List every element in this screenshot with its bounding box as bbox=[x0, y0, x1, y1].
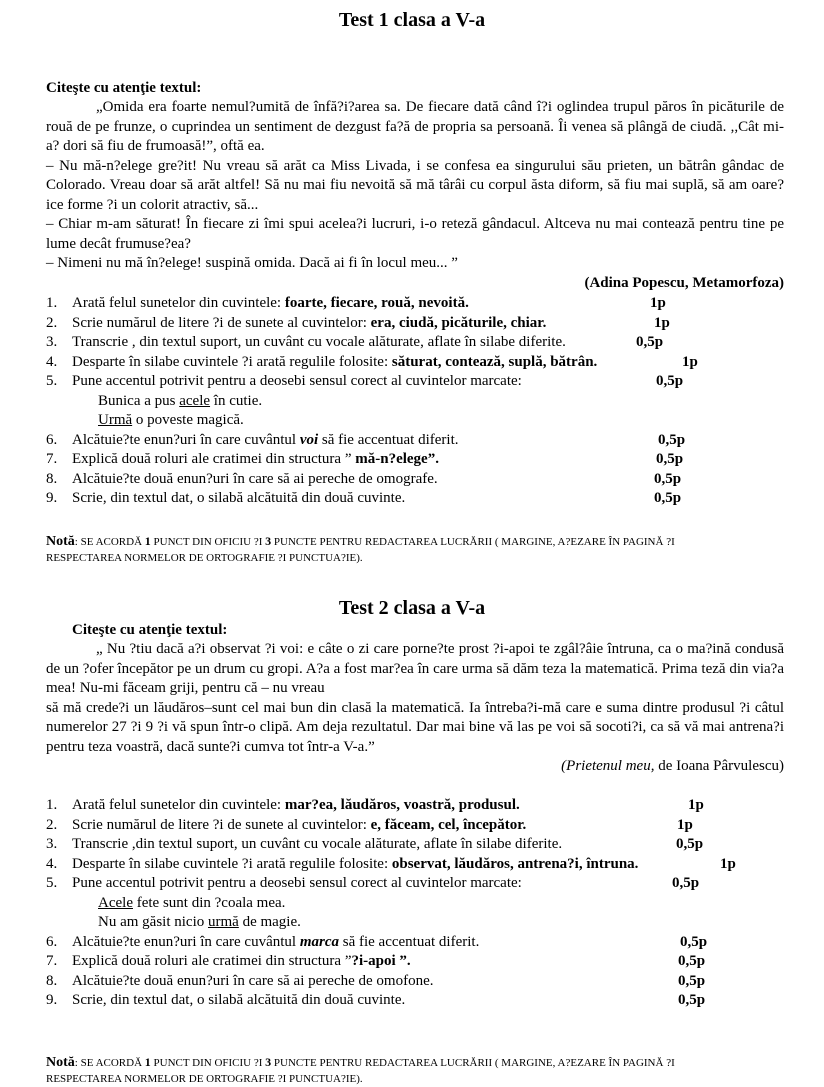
question-points: 1p bbox=[677, 816, 693, 833]
marked-word: Urmă bbox=[98, 412, 133, 428]
test1-question-6: 6. Alcătuie?te enun?uri în care cuvântul voi să fie accentuat diferit. 0,5p bbox=[46, 431, 786, 451]
test1-paragraph: – Nu mă-n?elege gre?it! Nu vreau să arăt ca Miss Livada, i se confesa ea singurului său prieten, un bătrân gândac de Colorado. Vreau doar să arăt altfel! Să nu mai fiu nevoită să mă târâi cu corpul ăsta diform, să fiu mai suplă, să am oare?ice forme ?i un colorit atractiv, să... bbox=[46, 157, 784, 213]
test1-paragraph: „Omida era foarte nemul?umită de înfă?i?area sa. De fiecare dată când î?i oglindea trupul păros în picăturile de rouă de pe frunze, o cuprindea un sentiment de dezgust fa?ă de propria sa persoană. Îi venea să plângă de ciudă. ,,Cât mi-a? dori să fiu de frumoasă!”, oftă ea. bbox=[46, 99, 784, 154]
question-points: 1p bbox=[654, 314, 670, 331]
test2-reading-heading: Citeşte cu atenţie textul: bbox=[72, 622, 228, 638]
question-points: 0,5p bbox=[676, 836, 704, 852]
test2-question-1 bbox=[46, 796, 786, 816]
question-text: Scrie numărul de litere ?i de sunete al cuvintelor: bbox=[72, 816, 371, 833]
question-text: Arată felul sunetelor din cuvintele: bbox=[72, 797, 285, 813]
question-number: 2. bbox=[46, 314, 58, 331]
question-points: 0,5p bbox=[672, 875, 700, 891]
marked-word: acele bbox=[179, 392, 211, 409]
question-points: 0,5p bbox=[678, 953, 706, 969]
question-points: 0,5p bbox=[654, 470, 682, 487]
question-number: 7. bbox=[46, 953, 58, 969]
test2-attribution: (Prietenul meu, de Ioana Pârvulescu) bbox=[561, 758, 784, 774]
note-label: Notă bbox=[46, 534, 75, 549]
note-label: Notă bbox=[46, 1055, 75, 1070]
test1-question-3 bbox=[46, 333, 786, 353]
test2-question-5-example-1: Acele fete sunt din ?coala mea. bbox=[98, 894, 286, 911]
question-number: 8. bbox=[46, 470, 58, 487]
marked-word: Acele bbox=[98, 894, 133, 911]
question-text: Transcrie , din textul suport, un cuvânt cu vocale alăturate, aflate în silabe diferite. bbox=[72, 334, 566, 350]
test1-question-4 bbox=[46, 353, 786, 373]
question-points: 0,5p bbox=[680, 933, 708, 950]
question-text: Alcătuie?te enun?uri în care cuvântul bbox=[72, 933, 300, 950]
question-words: ?i-apoi ”. bbox=[351, 953, 411, 969]
test1-reading-text bbox=[46, 98, 784, 274]
question-number: 4. bbox=[46, 855, 58, 872]
question-points: 0,5p bbox=[656, 451, 684, 467]
test1-grading-note: Notă: SE ACORDĂ 1 PUNCT DIN OFICIU ?I 3 PUNCTE PENTRU REDACTAREA LUCRĂRII ( MARGINE, A?EZARE ÎN PAGINĂ ?I RESPECTAREA NORMELOR DE ORTOGRAFIE ?I PUNCTUA?IE). bbox=[46, 534, 675, 564]
question-number: 4. bbox=[46, 353, 58, 370]
question-number: 1. bbox=[46, 295, 58, 311]
question-points: 0,5p bbox=[654, 490, 682, 506]
question-text: Explică două roluri ale cratimei din structura ” bbox=[72, 451, 356, 467]
question-words: e, făceam, cel, începător. bbox=[370, 816, 527, 833]
question-points: 1p bbox=[650, 295, 666, 311]
test1-question-8 bbox=[46, 470, 786, 490]
test2-reading-text bbox=[46, 640, 784, 757]
question-points: 0,5p bbox=[678, 972, 706, 989]
question-points: 0,5p bbox=[656, 373, 684, 389]
test1-reading-heading: Citeşte cu atenţie textul: bbox=[46, 80, 202, 96]
test1-question-7 bbox=[46, 450, 786, 470]
test2-question-7 bbox=[46, 952, 786, 972]
test2-grading-note: Notă: SE ACORDĂ 1 PUNCT DIN OFICIU ?I 3 PUNCTE PENTRU REDACTAREA LUCRĂRII ( MARGINE, A?EZARE ÎN PAGINĂ ?I RESPECTAREA NORMELOR DE ORTOGRAFIE ?I PUNCTUA?IE). bbox=[46, 1055, 675, 1085]
question-words: mă-n?elege”. bbox=[355, 451, 439, 467]
test2-question-list bbox=[46, 796, 786, 1011]
marked-word: urmă bbox=[207, 914, 239, 930]
test2-question-4 bbox=[46, 855, 786, 875]
question-text: Pune accentul potrivit pentru a deosebi sensul corect al cuvintelor marcate: bbox=[72, 373, 522, 389]
question-text: Transcrie ,din textul suport, un cuvânt cu vocale alăturate, aflate în silabe diferite. bbox=[72, 836, 563, 852]
question-points: 0,5p bbox=[658, 431, 686, 448]
question-words: marca bbox=[299, 933, 339, 950]
test1-attribution: (Adina Popescu, Metamorfoza) bbox=[584, 275, 784, 291]
question-text: Alcătuie?te două enun?uri în care să ai pereche de omografe. bbox=[72, 470, 438, 487]
question-text: Desparte în silabe cuvintele ?i arată regulile folosite: bbox=[72, 855, 392, 872]
test1-question-list bbox=[46, 294, 786, 509]
question-number: 9. bbox=[46, 490, 58, 506]
test2-question-5 bbox=[46, 874, 786, 894]
question-number: 1. bbox=[46, 797, 58, 813]
test1-question-5 bbox=[46, 372, 786, 392]
test2-question-5-example-2: Nu am găsit nicio urmă de magie. bbox=[98, 914, 301, 930]
test2-question-3 bbox=[46, 835, 786, 855]
question-number: 6. bbox=[46, 933, 58, 950]
test1-paragraph: – Nimeni nu mă în?elege! suspină omida. Dacă ai fi în locul meu... ” bbox=[46, 255, 458, 271]
question-words: era, ciudă, picăturile, chiar. bbox=[370, 314, 547, 331]
question-text: Alcătuie?te două enun?uri în care să ai pereche de omofone. bbox=[72, 972, 434, 989]
question-text: Pune accentul potrivit pentru a deosebi sensul corect al cuvintelor marcate: bbox=[72, 875, 522, 891]
question-number: 6. bbox=[46, 431, 58, 448]
question-points: 1p bbox=[688, 797, 704, 813]
test1-question-5-example-1: Bunica a pus acele în cutie. bbox=[98, 392, 263, 409]
question-points: 0,5p bbox=[636, 334, 664, 350]
question-text: Scrie, din textul dat, o silabă alcătuită din două cuvinte. bbox=[72, 992, 406, 1008]
question-words: mar?ea, lăudăros, voastră, produsul. bbox=[284, 797, 520, 813]
test2-question-2 bbox=[46, 816, 786, 836]
test2-paragraph: „ Nu ?tiu dacă a?i observat ?i voi: e câte o zi care porne?te prost ?i-apoi te zgâl?âie întruna, ca o ma?ină condusă de un ?ofer începător pe un drum cu gropi. A?a a fost mar?ea în care urma să dăm teza la matematică. Prima teză din via?a mea! Nu-mi făceam griji, pentru că – nu vreau bbox=[46, 641, 784, 696]
test2-question-9 bbox=[46, 991, 786, 1011]
question-points: 1p bbox=[720, 855, 736, 872]
question-text: Scrie numărul de litere ?i de sunete al cuvintelor: bbox=[72, 314, 371, 331]
question-points: 0,5p bbox=[678, 992, 706, 1008]
question-number: 5. bbox=[46, 875, 58, 891]
test1-paragraph: – Chiar m-am săturat! În fiecare zi îmi spui acelea?i lucruri, i-o reteză gândacul. Altceva nu mai contează pentru tine pe lume decât frumuse?ea? bbox=[46, 216, 784, 252]
question-number: 2. bbox=[46, 816, 58, 833]
question-text: Desparte în silabe cuvintele ?i arată regulile folosite: bbox=[72, 353, 392, 370]
question-number: 8. bbox=[46, 972, 58, 989]
question-words: observat, lăudăros, antrena?i, întruna. bbox=[391, 855, 639, 872]
question-number: 3. bbox=[46, 334, 58, 350]
test1-question-1 bbox=[46, 294, 786, 314]
test1-question-9 bbox=[46, 489, 786, 509]
test1-question-5-example-2: Urmă o poveste magică. bbox=[98, 412, 244, 428]
question-number: 5. bbox=[46, 373, 58, 389]
test2-question-6: 6. Alcătuie?te enun?uri în care cuvântul marca să fie accentuat diferit. 0,5p bbox=[46, 933, 786, 953]
test1-title: Test 1 clasa a V-a bbox=[338, 9, 486, 31]
question-text: Scrie, din textul dat, o silabă alcătuită din două cuvinte. bbox=[72, 490, 406, 506]
question-points: 1p bbox=[682, 353, 698, 370]
test2-paragraph: să mă crede?i un lăudăros–sunt cel mai bun din clasă la matematică. Ia întreba?i-mă care e suma dintre produsul ?i câtul numerelor 27 ?i 9 ?i vă spun într-o clipă. Am deja rezultatul. Dar mai bine vă las pe voi să socoti?i, ca să vă mai antrena?i pentru teza voastră, dacă sunte?i cumva tot într-a V-a.” bbox=[46, 699, 784, 755]
test2-title: Test 2 clasa a V-a bbox=[338, 597, 486, 619]
question-number: 7. bbox=[46, 451, 58, 467]
question-text: Arată felul sunetelor din cuvintele: bbox=[72, 295, 285, 311]
question-number: 3. bbox=[46, 836, 58, 852]
question-words: foarte, fiecare, rouă, nevoită. bbox=[284, 295, 469, 311]
question-words: voi bbox=[299, 431, 319, 448]
test1-question-2 bbox=[46, 314, 786, 334]
question-text: Alcătuie?te enun?uri în care cuvântul bbox=[72, 431, 300, 448]
question-text: Explică două roluri ale cratimei din structura ” bbox=[72, 953, 352, 969]
question-number: 9. bbox=[46, 992, 58, 1008]
test2-question-8 bbox=[46, 972, 786, 992]
question-words: săturat, contează, suplă, bătrân. bbox=[391, 353, 598, 370]
